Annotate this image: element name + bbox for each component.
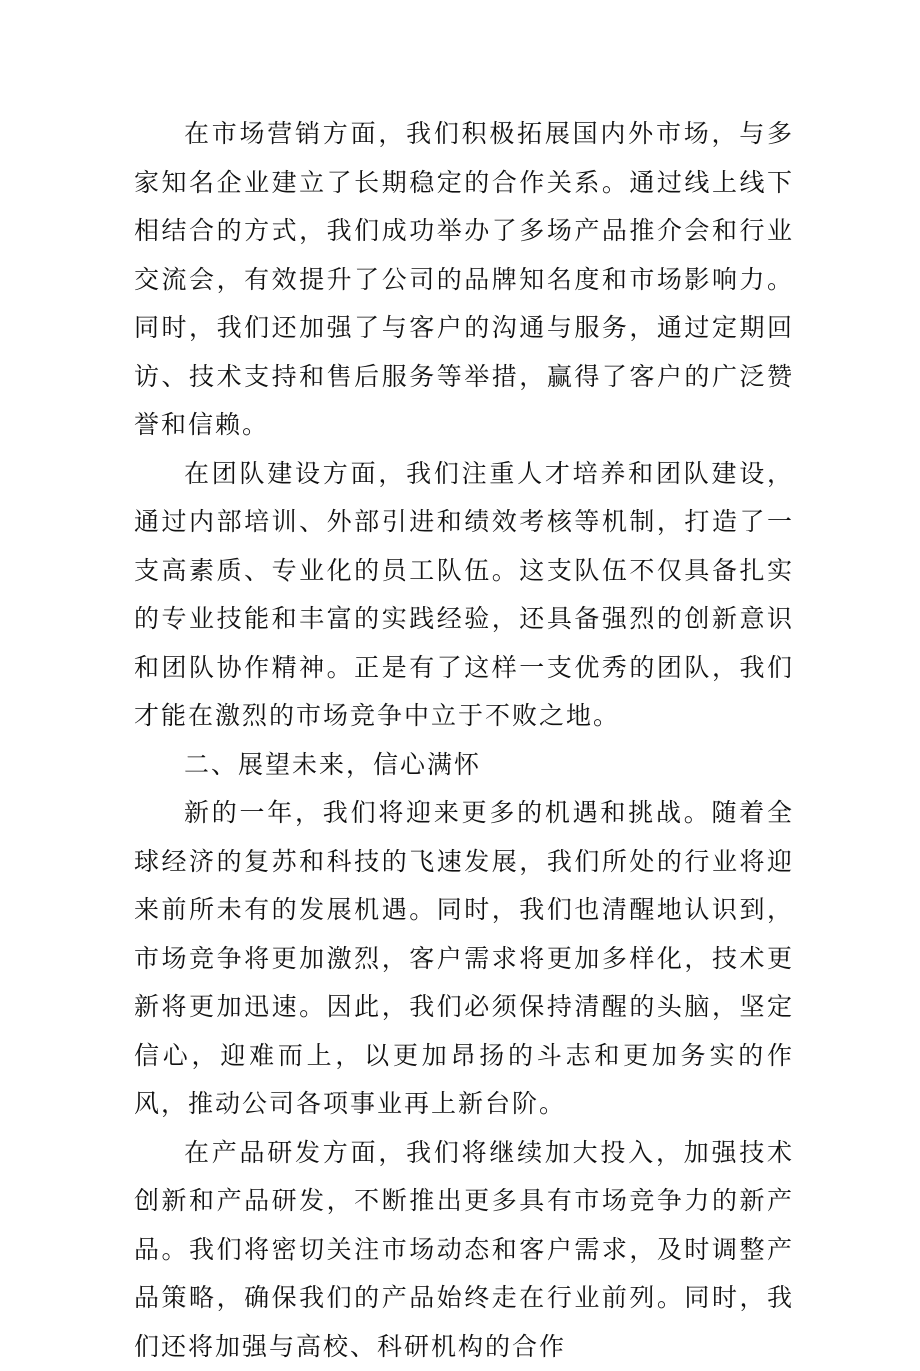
paragraph-product-rd: 在产品研发方面，我们将继续加大投入，加强技术创新和产品研发，不断推出更多具有市场竞争力的新产品。我们将密切关注市场动态和客户需求，及时调整产品策略，确保我们的产品始终走在行业前列。同时，我们还将加强与高校、科研机构的合作 [134, 1129, 794, 1371]
paragraph-marketing: 在市场营销方面，我们积极拓展国内外市场，与多家知名企业建立了长期稳定的合作关系。通过线上线下相结合的方式，我们成功举办了多场产品推介会和行业交流会，有效提升了公司的品牌知名度和市场影响力。同时，我们还加强了与客户的沟通与服务，通过定期回访、技术支持和售后服务等举措，赢得了客户的广泛赞誉和信赖。 [134, 110, 794, 450]
paragraph-team-building: 在团队建设方面，我们注重人才培养和团队建设，通过内部培训、外部引进和绩效考核等机制，打造了一支高素质、专业化的员工队伍。这支队伍不仅具备扎实的专业技能和丰富的实践经验，还具备强烈的创新意识和团队协作精神。正是有了这样一支优秀的团队，我们才能在激烈的市场竞争中立于不败之地。 [134, 450, 794, 741]
section-heading-outlook: 二、展望未来，信心满怀 [134, 741, 794, 790]
document-body [134, 110, 794, 1371]
paragraph-new-year: 新的一年，我们将迎来更多的机遇和挑战。随着全球经济的复苏和科技的飞速发展，我们所处的行业将迎来前所未有的发展机遇。同时，我们也清醒地认识到，市场竞争将更加激烈，客户需求将更加多样化，技术更新将更加迅速。因此，我们必须保持清醒的头脑，坚定信心，迎难而上，以更加昂扬的斗志和更加务实的作风，推动公司各项事业再上新台阶。 [134, 789, 794, 1129]
